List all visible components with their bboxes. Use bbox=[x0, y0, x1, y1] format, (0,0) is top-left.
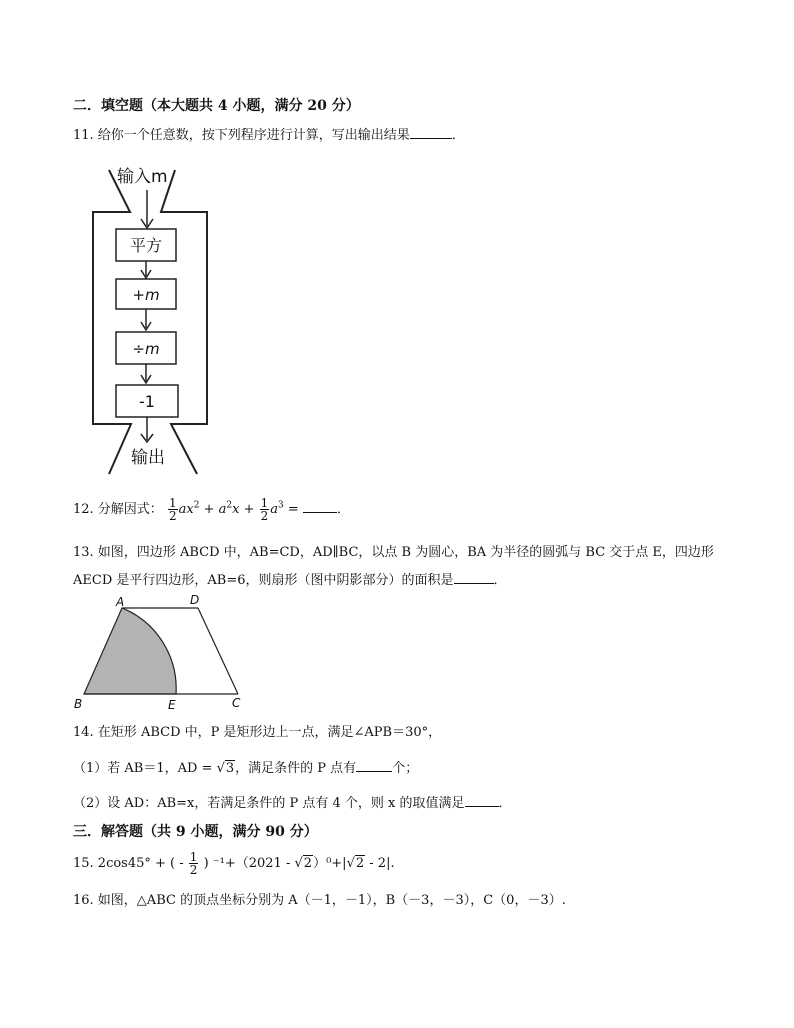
question-15: 15. 2cos45° + ( - $\frac{1}{2}$ ) ⁻¹+（2021 - √2）⁰+|√2 - 2|. bbox=[73, 850, 395, 877]
question-12-label: 12. 分解因式： bbox=[73, 502, 163, 517]
answer-blank-12 bbox=[303, 511, 337, 513]
sqrt-two: 2 bbox=[303, 856, 313, 871]
label-b: B bbox=[74, 697, 83, 711]
flowchart-input-label: 输入m bbox=[117, 167, 168, 187]
question-12: 12. 分解因式： $\frac{1}{2}$ $ax^2 + a^2x$ + $\frac{1}{2}$ $a^3$ = ． bbox=[73, 496, 350, 523]
question-11-period: ． bbox=[451, 128, 465, 143]
answer-blank-13 bbox=[454, 582, 494, 584]
label-d: D bbox=[190, 593, 200, 607]
flowchart-box-minus-1-label: -1 bbox=[139, 392, 155, 411]
fraction-one-half: $\frac{1}{2}$ bbox=[168, 496, 177, 523]
section-3-heading: 三．解答题（共 9 小题，满分 90 分） bbox=[73, 824, 318, 840]
answer-blank-11 bbox=[410, 137, 452, 139]
flowchart-box-plus-m-label: +m bbox=[132, 286, 160, 304]
question-14-part-2: （2）设 AD：AB=x，若满足条件的 P 点有 4 个，则 x 的取值满足 ． bbox=[73, 796, 512, 811]
flowchart-figure bbox=[85, 158, 220, 480]
answer-blank-14-1 bbox=[356, 770, 392, 772]
question-13-line-2: AECD 是平行四边形，AB=6，则扇形（图中阴影部分）的面积是 ． bbox=[73, 573, 507, 588]
shaded-sector bbox=[84, 608, 176, 694]
question-16: 16. 如图，△ABC 的顶点坐标分别为 A（－1，－1），B（－3，－3），C（0，－3）. bbox=[73, 893, 566, 908]
trapezoid-figure bbox=[70, 592, 250, 714]
question-11-text: 11. 给你一个任意数，按下列程序进行计算，写出输出结果 bbox=[73, 128, 410, 143]
label-a: A bbox=[116, 595, 125, 609]
fraction-one-half-second: $\frac{1}{2}$ bbox=[260, 496, 269, 523]
section-2-heading: 二．填空题（本大题共 4 小题，满分 20 分） bbox=[73, 98, 360, 114]
sqrt-three: 3 bbox=[225, 761, 235, 776]
label-c: C bbox=[232, 696, 241, 710]
flowchart-output-label: 输出 bbox=[131, 448, 165, 468]
question-11 bbox=[73, 124, 465, 143]
fraction-one-half-q15: $\frac{1}{2}$ bbox=[189, 850, 198, 877]
question-14-line-1: 14. 在矩形 ABCD 中，P 是矩形边上一点，满足∠APB＝30°， bbox=[73, 725, 442, 740]
flowchart-box-divide-m-label: ÷m bbox=[132, 340, 160, 358]
flowchart-frame-right bbox=[161, 170, 207, 474]
answer-blank-14-2 bbox=[465, 805, 499, 807]
segment-dc bbox=[198, 608, 238, 694]
question-14-part-1: （1）若 AB＝1，AD = √3，满足条件的 P 点有 个； bbox=[73, 761, 419, 776]
sqrt-two-second: 2 bbox=[355, 856, 365, 871]
flowchart-box-square-label: 平方 bbox=[129, 236, 163, 255]
question-13-line-1: 13. 如图，四边形 ABCD 中，AB=CD，AD∥BC，以点 B 为圆心，BA 为半径的圆弧与 BC 交于点 E，四边形 bbox=[73, 545, 714, 560]
label-e: E bbox=[168, 698, 176, 712]
flowchart-frame-left bbox=[93, 170, 131, 474]
